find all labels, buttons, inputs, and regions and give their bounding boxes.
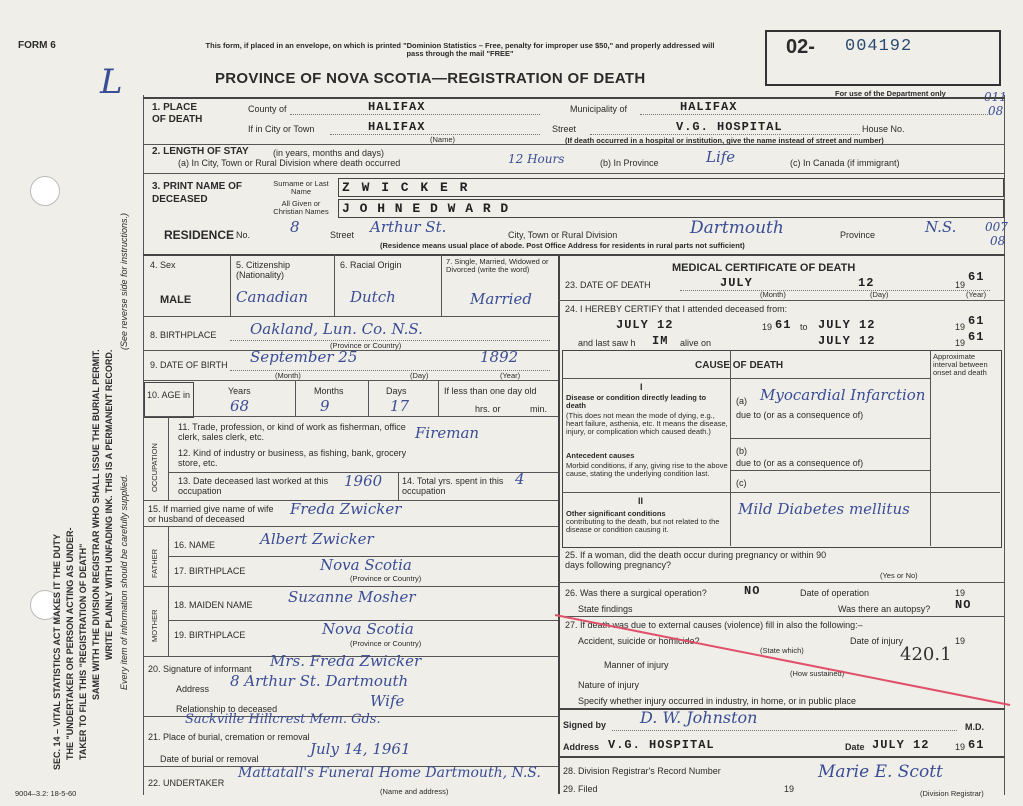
rule-3 <box>143 173 1005 174</box>
autopsy-value: NO <box>955 598 972 612</box>
surname-label: Surname or Last Name <box>273 179 329 196</box>
q11-value: Fireman <box>415 424 480 442</box>
residence-code-1: 007 <box>985 220 1008 234</box>
other-conditions-note: contributing to the death, but not related to the disease or condition causing it. <box>566 517 720 534</box>
nature-of-injury-label: Nature of injury <box>578 680 640 690</box>
city-label: If in City or Town <box>248 124 315 134</box>
marital-label: 7. Single, Married, Widowed or Divorced (write the word) <box>446 257 549 274</box>
signature-line <box>612 730 957 731</box>
age-div-1 <box>295 380 296 416</box>
age-box <box>144 382 194 418</box>
age-days-label: Days <box>386 386 407 396</box>
county-value: HALIFAX <box>368 100 426 114</box>
q16-value: Albert Zwicker <box>260 530 374 548</box>
injury-date-label: Date of injury <box>850 636 904 646</box>
county-line <box>290 114 540 115</box>
rule-12 <box>143 586 558 587</box>
stay-a-value: 12 Hours <box>508 152 565 166</box>
attended-from-prefix: 19 <box>762 322 773 332</box>
dob-year-caption: (Year) <box>500 371 521 380</box>
rule-r5 <box>558 756 1005 758</box>
q28-label: 28. Division Registrar's Record Number <box>563 766 721 776</box>
residence-no-value: 8 <box>290 218 300 236</box>
mailing-notice: This form, if placed in an envelope, on which is printed "Dominion Statistics – Free, penalty for improper use $50," and properly addressed will pass through the mail "FREE" <box>205 41 715 58</box>
city-value: HALIFAX <box>368 120 426 134</box>
residence-city-value: Dartmouth <box>690 218 784 238</box>
death-day-caption: (Day) <box>870 290 889 299</box>
alive-on-value: JULY 12 <box>818 334 876 348</box>
undertaker-caption: (Name and address) <box>380 787 449 796</box>
age-div-2 <box>368 380 369 416</box>
cause-rule-b <box>730 438 930 439</box>
signature-date-value: JULY 12 <box>872 738 930 752</box>
occupation-side-divider <box>168 416 169 500</box>
cause-part-i: I <box>640 382 643 392</box>
col-6-divider <box>441 254 442 316</box>
residence-province-label: Province <box>840 230 876 240</box>
specify-location-label: Specify whether injury occurred in industry, in home, or in public place <box>578 696 856 706</box>
attended-from: JULY 12 <box>616 318 674 332</box>
rule-2 <box>143 144 1005 145</box>
city-name-caption: (Name) <box>430 135 456 144</box>
medical-certificate-heading: MEDICAL CERTIFICATE OF DEATH <box>672 262 856 274</box>
state-findings-label: State findings <box>578 604 633 614</box>
q21-label: 21. Place of burial, cremation or removal <box>148 732 310 742</box>
q15-label: 15. If married give name of wife or husband of deceased <box>148 504 274 524</box>
age-months-label: Months <box>314 386 344 396</box>
operation-date-label: Date of operation <box>800 588 870 598</box>
signature-date-label: Date <box>845 742 865 752</box>
stay-b-label: (b) In Province <box>600 158 659 168</box>
municipality-line <box>640 114 990 115</box>
signature-year-prefix: 19 <box>955 742 966 752</box>
q17-value: Nova Scotia <box>320 556 412 574</box>
signed-by-label: Signed by <box>563 720 607 730</box>
birthplace-label: 8. BIRTHPLACE <box>150 330 217 340</box>
residence-no-label: No. <box>236 230 251 240</box>
q19-caption: (Province or Country) <box>350 639 422 648</box>
q11-label: 11. Trade, profession, or kind of work as fisherman, office clerk, sales clerk, etc. <box>178 422 406 442</box>
due-to-1: due to (or as a consequence of) <box>736 410 864 420</box>
q27-label: 27. If death was due to external causes (violence) fill in also the following:– <box>565 620 863 630</box>
given-names-label: All Given or Christian Names <box>273 199 329 216</box>
attended-to: JULY 12 <box>818 318 876 332</box>
sex-label: 4. Sex <box>150 260 176 270</box>
last-saw-pronoun: IM <box>652 334 669 348</box>
antecedent-label: Antecedent causes <box>566 451 635 460</box>
cause-a-value: Myocardial Infarction <box>760 386 926 404</box>
racial-origin-label: 6. Racial Origin <box>340 260 402 270</box>
rule-10 <box>143 526 558 527</box>
manner-of-injury-label: Manner of injury <box>604 660 669 670</box>
other-conditions-label: Other significant conditions <box>566 509 666 518</box>
q15-value: Freda Zwicker <box>290 500 402 518</box>
q21-value: Sackville Hillcrest Mem. Gds. <box>185 712 381 727</box>
q18-label: 18. MAIDEN NAME <box>174 600 253 610</box>
dob-year: 1892 <box>480 348 519 366</box>
father-vertical-label: FATHER <box>150 548 159 578</box>
death-date-line <box>680 290 990 291</box>
cause-rule-c <box>730 470 930 471</box>
physician-signature: D. W. Johnston <box>640 708 758 727</box>
print-name-label: 3. PRINT NAME OF DECEASED <box>152 181 243 205</box>
cause-rule-ii <box>562 492 1000 493</box>
side-instruction-3: TAKER TO FILE THIS "REGISTRATION OF DEATH" <box>78 543 88 760</box>
stay-b-value: Life <box>706 148 736 166</box>
age-label: 10. AGE in <box>147 390 191 400</box>
department-use-label: For use of the Department only <box>835 89 946 98</box>
stay-units: (in years, months and days) <box>273 148 385 158</box>
q22-value: Mattatall's Funeral Home Dartmouth, N.S. <box>238 765 541 781</box>
autopsy-label: Was there an autopsy? <box>838 604 931 614</box>
last-saw-label: and last saw h <box>578 338 636 348</box>
other-conditions-value: Mild Diabetes mellitus <box>738 500 910 518</box>
filed-year-prefix: 19 <box>784 784 795 794</box>
rule-r1 <box>558 300 1005 301</box>
street-label: Street <box>552 124 577 134</box>
cause-div-2 <box>930 350 931 546</box>
direct-cause-label: Disease or condition directly leading to death <box>566 393 707 410</box>
residence-province-value: N.S. <box>925 218 957 236</box>
main-left-border <box>143 95 144 795</box>
cause-a-label: (a) <box>736 396 747 406</box>
hours-label: hrs. or <box>475 404 501 414</box>
form-title: PROVINCE OF NOVA SCOTIA—REGISTRATION OF DEATH <box>215 70 646 87</box>
dob-month-day: September 25 <box>250 348 358 366</box>
residence-street-label: Street <box>330 230 355 240</box>
age-div-3 <box>438 380 439 416</box>
q17-label: 17. BIRTHPLACE <box>174 566 246 576</box>
stay-a-label: (a) In City, Town or Rural Division where death occurred <box>178 158 401 168</box>
handwritten-initial: L <box>100 62 123 102</box>
age-days-value: 17 <box>390 397 410 415</box>
q19-value: Nova Scotia <box>322 620 414 638</box>
age-years-value: 68 <box>230 397 250 415</box>
interval-heading: Approximate interval between onset and death <box>933 352 988 377</box>
red-pencil-mark <box>555 610 1015 710</box>
cause-b-label: (b) <box>736 446 747 456</box>
rule-4 <box>143 254 1005 256</box>
less-than-day-label: If less than one day old <box>444 386 537 396</box>
physician-address-value: V.G. HOSPITAL <box>608 738 715 752</box>
attended-to-label: to <box>800 322 808 332</box>
q13-value: 1960 <box>344 472 383 490</box>
side-instruction-4: SAME WITH THE DIVISION REGISTRAR WHO SHALL ISSUE THE BURIAL PERMIT. <box>91 349 101 700</box>
signature-year: 61 <box>968 738 985 752</box>
q19-label: 19. BIRTHPLACE <box>174 630 246 640</box>
rule-8 <box>143 416 558 417</box>
q22-label: 22. UNDERTAKER <box>148 778 225 788</box>
residence-label: RESIDENCE <box>164 228 235 242</box>
surname-value: Z W I C K E R <box>342 180 470 195</box>
relationship-value: Wife <box>370 692 405 710</box>
rule-5 <box>143 316 558 317</box>
length-of-stay-label: 2. LENGTH OF STAY <box>152 146 249 157</box>
q29-label: 29. Filed <box>563 784 598 794</box>
death-month-caption: (Month) <box>760 290 786 299</box>
sex-value: MALE <box>160 294 192 306</box>
side-instruction-5: WRITE PLAINLY WITH UNFADING INK. THIS IS A PERMANENT RECORD. <box>104 349 114 660</box>
q17-caption: (Province or Country) <box>350 574 422 583</box>
birthplace-value: Oakland, Lun. Co. N.S. <box>250 320 423 338</box>
q13-label: 13. Date deceased last worked at this occupation <box>178 476 329 496</box>
county-label: County of <box>248 104 287 114</box>
q16-label: 16. NAME <box>174 540 216 550</box>
center-divider <box>558 254 560 794</box>
informant-address-value: 8 Arthur St. Dartmouth <box>230 672 409 690</box>
cause-part-ii: II <box>638 496 644 506</box>
cause-div-1 <box>730 350 731 546</box>
q14-value: 4 <box>515 470 525 488</box>
operation-year-prefix: 19 <box>955 588 966 598</box>
citizenship-value: Canadian <box>236 288 309 306</box>
residence-street-value: Arthur St. <box>370 218 447 236</box>
dept-code-2: 08 <box>988 104 1004 118</box>
stay-c-label: (c) In Canada (if immigrant) <box>790 158 900 168</box>
q24-label: 24. I HEREBY CERTIFY that I attended deceased from: <box>565 304 788 314</box>
q18-value: Suzanne Mosher <box>288 588 416 606</box>
form-number: FORM 6 <box>18 40 56 51</box>
citizenship-label: 5. Citizenship (Nationality) <box>236 260 291 280</box>
side-instruction-1: SEC. 14 – VITAL STATISTICS ACT MAKES IT THE DUTY <box>52 533 62 770</box>
side-instruction-2: THE "UNDERTAKER OR PERSON ACTING AS UNDER- <box>65 527 75 760</box>
surgical-operation-value: NO <box>744 584 761 598</box>
alive-year-prefix: 19 <box>955 338 966 348</box>
antecedent-note: Morbid conditions, if any, giving rise to the above cause, stating the underlying condition last. <box>566 461 728 478</box>
death-year-prefix: 19 <box>955 280 966 290</box>
accident-label: Accident, suicide or homicide? <box>578 636 700 646</box>
q25-label: 25. If a woman, did the death occur during pregnancy or within 90 days following pregnancy? <box>565 550 827 570</box>
age-months-value: 9 <box>320 397 330 415</box>
hospital-note: (If death occurred in a hospital or institution, give the name instead of street and number) <box>565 136 884 145</box>
side-instruction-7: Every item of information should be carefully supplied. <box>119 474 129 690</box>
birthplace-caption: (Province or Country) <box>330 341 402 350</box>
dept-code-1: 011 <box>984 90 1007 104</box>
informant-address-label: Address <box>176 684 210 694</box>
registration-number: 004192 <box>845 37 913 56</box>
due-to-2: due to (or as a consequence of) <box>736 458 864 468</box>
dob-month-caption: (Month) <box>275 371 301 380</box>
age-years-label: Years <box>228 386 251 396</box>
occupation-vertical-label: OCCUPATION <box>150 443 159 492</box>
street-line <box>590 134 860 135</box>
injury-year-prefix: 19 <box>955 636 966 646</box>
attended-to-prefix: 19 <box>955 322 966 332</box>
rule-r2 <box>558 582 1005 583</box>
q14-label: 14. Total yrs. spent in this occupation <box>402 476 504 496</box>
municipality-label: Municipality of <box>570 104 628 114</box>
residence-city-label: City, Town or Rural Division <box>508 230 618 240</box>
death-year-caption: (Year) <box>966 290 987 299</box>
racial-origin-value: Dutch <box>350 288 396 306</box>
dob-label: 9. DATE OF BIRTH <box>150 360 228 370</box>
form-footer-code: 9004–3.2: 18-5-60 <box>15 789 77 798</box>
burial-date-value: July 14, 1961 <box>310 740 411 758</box>
street-value: V.G. HOSPITAL <box>676 120 783 134</box>
md-label: M.D. <box>965 722 984 732</box>
q26-label: 26. Was there a surgical operation? <box>565 588 707 598</box>
death-day: 12 <box>858 276 875 290</box>
marital-value: Married <box>470 290 532 308</box>
death-year: 61 <box>968 270 985 284</box>
direct-cause-note: (This does not mean the mode of dying, e.g., heart failure, asthenia, etc. It means the disease, injury, or complication which caused death.) <box>566 411 728 436</box>
col-4-divider <box>230 254 231 316</box>
place-of-death-label: 1. PLACE OF DEATH <box>152 102 203 125</box>
physician-address-label: Address <box>563 742 600 752</box>
residence-note: (Residence means usual place of abode. Post Office Address for residents in rural parts not sufficient) <box>380 241 745 250</box>
cause-c-label: (c) <box>736 478 747 488</box>
attended-to-year: 61 <box>968 314 985 328</box>
registrar-signature: Marie E. Scott <box>818 762 943 782</box>
q14-divider <box>398 472 399 500</box>
minutes-label: min. <box>530 404 548 414</box>
alive-on-label: alive on <box>680 338 712 348</box>
col-5-divider <box>334 254 335 316</box>
side-instruction-6: (See reverse side for instructions.) <box>119 212 129 350</box>
mother-vertical-label: MOTHER <box>150 609 159 642</box>
attended-from-year: 61 <box>775 318 792 332</box>
residence-code-2: 08 <box>990 234 1006 248</box>
how-sustained-caption: (How sustained) <box>790 669 845 678</box>
q20-label: 20. Signature of informant <box>148 664 252 674</box>
dob-day-caption: (Day) <box>410 371 429 380</box>
house-number-label: House No. <box>862 124 905 134</box>
burial-date-label: Date of burial or removal <box>160 754 259 764</box>
division-registrar-caption: (Division Registrar) <box>920 789 984 798</box>
parents-side-divider <box>168 526 169 656</box>
state-which-caption: (State which) <box>760 646 804 655</box>
registration-prefix: 02- <box>786 36 815 58</box>
q20-value: Mrs. Freda Zwicker <box>270 652 422 670</box>
municipality-value: HALIFAX <box>680 100 738 114</box>
death-month: JULY <box>720 276 753 290</box>
q12-label: 12. Kind of industry or business, as fishing, bank, grocery store, etc. <box>178 448 407 468</box>
top-rule <box>143 97 1005 99</box>
relationship-label: Relationship to deceased <box>176 704 278 714</box>
cause-of-death-heading: CAUSE OF DEATH <box>695 360 784 371</box>
q25-yes-no-caption: (Yes or No) <box>880 571 918 580</box>
rule-7 <box>143 380 558 381</box>
alive-year: 61 <box>968 330 985 344</box>
cause-head-rule <box>562 378 930 379</box>
given-names-value: J O H N E D W A R D <box>342 201 510 216</box>
q23-label: 23. DATE OF DEATH <box>565 280 651 290</box>
cause-code: 420.1 <box>900 644 952 665</box>
